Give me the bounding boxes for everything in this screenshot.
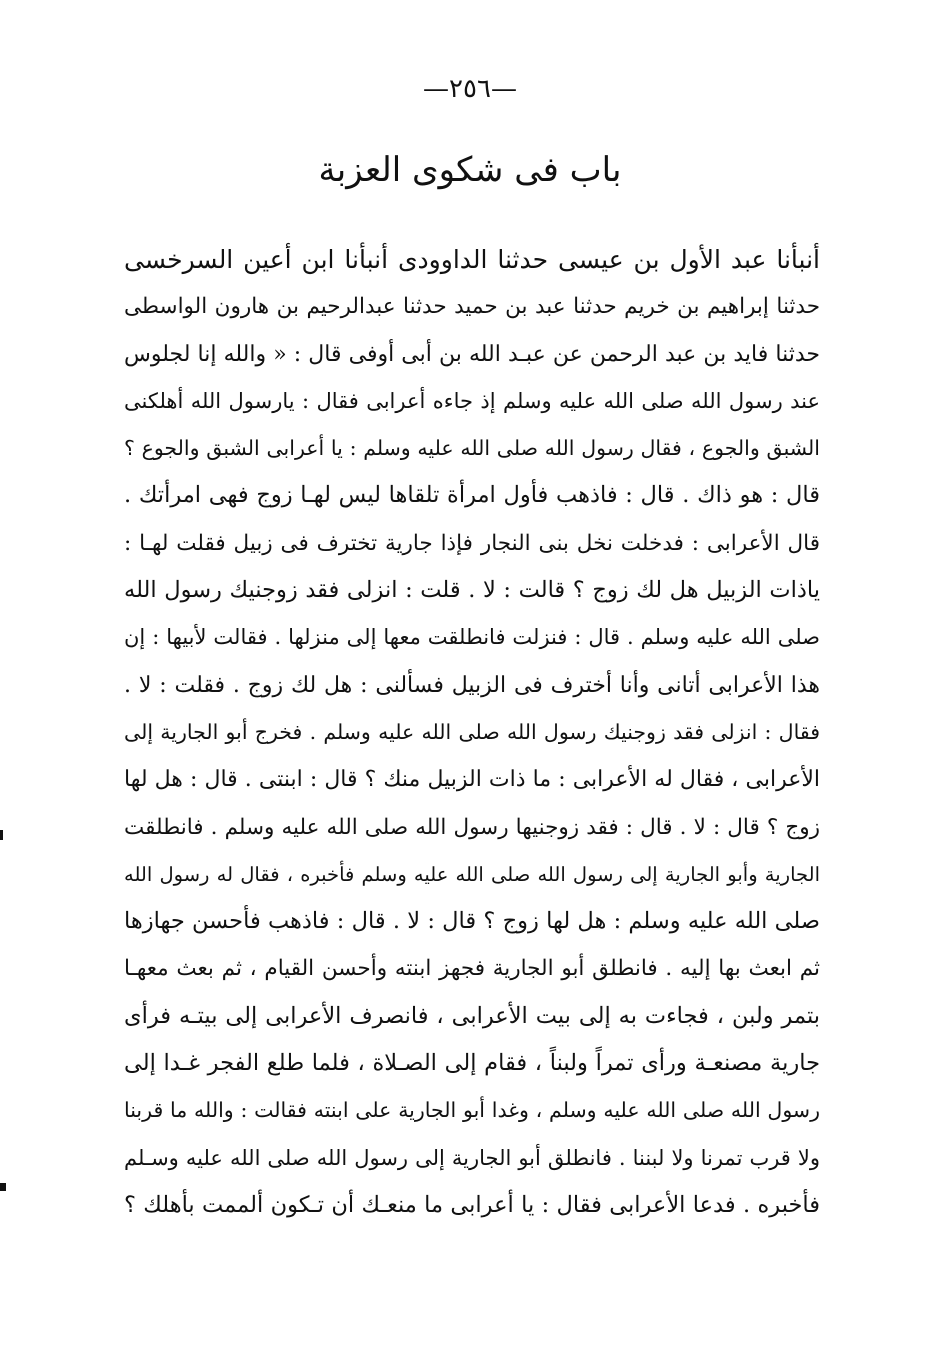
text-line: ثم ابعث بها إليه . فانطلق أبو الجارية فجهز ابنته وأحسن القيام ، ثم بعث معهـا — [124, 956, 820, 982]
text-line: فقال : انزلى فقد زوجنيك رسول الله صلى الله عليه وسلم . فخرج أبو الجارية إلى — [124, 719, 820, 744]
text-line: ولا قرب تمرنا ولا لبننا . فانطلق أبو الجارية إلى رسول الله صلى الله عليه وسـلم — [124, 1145, 820, 1170]
text-line: رسول الله صلى الله عليه وسلم ، وغدا أبو الجارية على ابنته فقالت : والله ما قربنا — [124, 1098, 820, 1123]
chapter-title: باب فى شكوى العزبة — [318, 150, 622, 190]
text-line: زوج ؟ قال : لا . قال : فقد زوجنيها رسول الله صلى الله عليه وسلم . فانطلقت — [124, 814, 820, 840]
body-text — [124, 236, 820, 1229]
text-line: فأخبره . فدعا الأعرابى فقال : يا أعرابى ما منعـك أن تـكون ألممت بأهلك ؟ — [124, 1191, 820, 1218]
text-line: الأعرابى ، فقال له الأعرابى : ما ذات الزبيل منك ؟ قال : ابنتى . قال : هل لها — [124, 767, 820, 793]
scan-margin-mark — [0, 830, 3, 840]
text-line: ياذات الزبيل هل لك زوج ؟ قالت : لا . قلت : انزلى فقد زوجنيك رسول الله — [124, 577, 820, 604]
text-line: قال الأعرابى : فدخلت نخل بنى النجار فإذا جارية تخترف فى زبيل فقلت لهـا : — [124, 530, 820, 556]
text-line: عند رسول الله صلى الله عليه وسلم إذ جاءه أعرابى فقال : يارسول الله أهلكنى — [124, 388, 820, 413]
text-line: قال : هو ذاك . قال : فاذهب فأول امرأة تلقاها ليس لهـا زوج فهى امرأتك . — [124, 482, 820, 509]
text-line: حدثنا إبراهيم بن خريم حدثنا عبد بن حميد حدثنا عبدالرحيم بن هارون الواسطى — [124, 294, 820, 320]
text-line: بتمر ولبن ، فجاءت به إلى بيت الأعرابى ، فانصرف الأعرابى إلى بيتـه فرأى — [124, 1002, 820, 1029]
text-line: هذا الأعرابى أتانى وأنا أخترف فى الزبيل فسألنى : هل لك زوج . فقلت : لا . — [124, 672, 820, 698]
text-line: حدثنا فايد بن عبد الرحمن عن عبـد الله بن أبى أوفى قال : « والله إنا لجلوس — [124, 341, 820, 367]
text-line: الجارية وأبو الجارية إلى رسول الله صلى الله عليه وسلم فأخبره ، فقال له رسول الله — [124, 862, 820, 886]
text-line: الشبق والجوع ، فقال رسول الله صلى الله عليه وسلم : يا أعرابى الشبق والجوع ؟ — [124, 436, 820, 461]
text-line: صلى الله عليه وسلم . قال : فنزلت فانطلقت معها إلى منزلها . فقالت لأبيها : إن — [124, 625, 820, 650]
scan-margin-mark — [0, 1183, 6, 1191]
page-number: —٢٥٦— — [423, 74, 517, 104]
text-line: جارية مصنعـة ورأى تمراً ولبناً ، فقام إلى الصـلاة ، فلما طلع الفجر غـدا إلى — [124, 1050, 820, 1077]
text-line: صلى الله عليه وسلم : هل لها زوج ؟ قال : لا . قال : فاذهب فأحسن جهازها — [124, 908, 820, 935]
text-line: أنبأنا عبد الأول بن عيسى حدثنا الداوودى أنبأنا ابن أعين السرخسى — [124, 245, 820, 274]
